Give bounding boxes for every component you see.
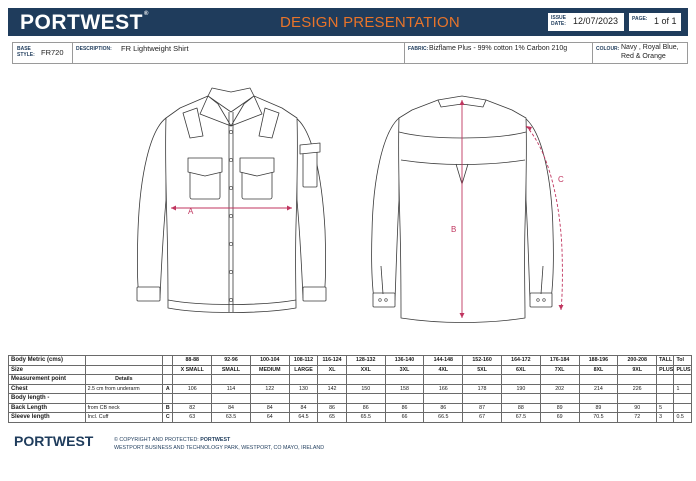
value-cell: 142 bbox=[318, 384, 347, 394]
size-cell: 6XL bbox=[501, 365, 540, 375]
base-style-cell bbox=[13, 43, 73, 63]
metric-cell: 116-124 bbox=[318, 356, 347, 366]
technical-drawings bbox=[0, 70, 696, 350]
colour-label: COLOUR: bbox=[596, 46, 620, 52]
value-cell: 89 bbox=[540, 403, 579, 413]
metric-cell: 128-132 bbox=[346, 356, 385, 366]
value-cell: 86 bbox=[318, 403, 347, 413]
footer-brand-logo: PORTWEST bbox=[14, 433, 94, 449]
description-cell bbox=[73, 43, 405, 63]
value-cell bbox=[674, 403, 692, 413]
metric-cell: 188-196 bbox=[579, 356, 618, 366]
row-detail: Incl. Cuff bbox=[85, 413, 163, 423]
value-cell: 150 bbox=[346, 384, 385, 394]
value-cell: 114 bbox=[212, 384, 251, 394]
size-cell: X SMALL bbox=[173, 365, 212, 375]
value-cell: 65 bbox=[318, 413, 347, 423]
value-cell: 67 bbox=[463, 413, 502, 423]
style-info-strip bbox=[12, 42, 688, 64]
metric-cell: 144-148 bbox=[424, 356, 463, 366]
metric-cell: 92-96 bbox=[212, 356, 251, 366]
row-name: Chest bbox=[9, 384, 86, 394]
metric-cell: 200-208 bbox=[618, 356, 657, 366]
value-cell: 65.5 bbox=[346, 413, 385, 423]
description-value: FR Lightweight Shirt bbox=[121, 44, 189, 53]
colour-value-line1: Navy , Royal Blue, bbox=[621, 44, 679, 51]
header-bar bbox=[8, 8, 688, 36]
metric-cell: 164-172 bbox=[501, 356, 540, 366]
size-cell: MEDIUM bbox=[250, 365, 289, 375]
issue-date-label: ISSUE DATE: bbox=[551, 15, 567, 27]
page-box bbox=[629, 13, 681, 31]
details-label: Details bbox=[85, 375, 163, 385]
fabric-value: Bizflame Plus - 99% cotton 1% Carbon 210g bbox=[429, 45, 568, 52]
row-code: B bbox=[163, 403, 173, 413]
back-view-drawing bbox=[372, 96, 554, 323]
size-cell: 4XL bbox=[424, 365, 463, 375]
value-cell: 90 bbox=[618, 403, 657, 413]
value-cell: 190 bbox=[501, 384, 540, 394]
row-name: Sleeve length bbox=[9, 413, 86, 423]
base-style-label: BASE STYLE: bbox=[17, 46, 35, 58]
table-row bbox=[9, 403, 692, 413]
fabric-cell bbox=[405, 43, 593, 63]
value-cell bbox=[657, 384, 674, 394]
value-cell: 84 bbox=[212, 403, 251, 413]
size-cell: SMALL bbox=[212, 365, 251, 375]
value-cell: 1 bbox=[674, 384, 692, 394]
brand-logo: PORTWEST® bbox=[20, 11, 149, 34]
page-value: 1 of 1 bbox=[654, 16, 677, 26]
table-row bbox=[9, 413, 692, 423]
value-cell: 84 bbox=[289, 403, 318, 413]
copyright-prefix: © COPYRIGHT AND PROTECTED: bbox=[114, 437, 201, 443]
label-c: C bbox=[558, 175, 564, 184]
value-cell: 178 bbox=[463, 384, 502, 394]
metric-cell: Tol bbox=[674, 356, 692, 366]
table-row bbox=[9, 384, 692, 394]
colour-cell bbox=[593, 43, 687, 63]
value-cell: 89 bbox=[579, 403, 618, 413]
value-cell: 63 bbox=[173, 413, 212, 423]
value-cell: 70.5 bbox=[579, 413, 618, 423]
table-row bbox=[9, 356, 692, 366]
value-cell: 66.5 bbox=[424, 413, 463, 423]
value-cell: 158 bbox=[385, 384, 424, 394]
issue-date-value: 12/07/2023 bbox=[573, 16, 619, 26]
row-code: A bbox=[163, 384, 173, 394]
metric-cell: 108-112 bbox=[289, 356, 318, 366]
value-cell: 86 bbox=[424, 403, 463, 413]
row-name-line2: Back Length bbox=[9, 403, 86, 413]
value-cell: 106 bbox=[173, 384, 212, 394]
size-cell: 3XL bbox=[385, 365, 424, 375]
value-cell: 63.5 bbox=[212, 413, 251, 423]
metric-cell: 136-140 bbox=[385, 356, 424, 366]
fabric-label: FABRIC: bbox=[408, 46, 429, 52]
size-cell: PLUS bbox=[657, 365, 674, 375]
value-cell: 69 bbox=[540, 413, 579, 423]
label-b: B bbox=[451, 225, 457, 234]
value-cell: 82 bbox=[173, 403, 212, 413]
value-cell: 86 bbox=[385, 403, 424, 413]
footer-copyright bbox=[114, 436, 324, 452]
measurement-point-label: Measurement point bbox=[9, 375, 86, 385]
size-cell: 9XL bbox=[618, 365, 657, 375]
footer-address: WESTPORT BUSINESS AND TECHNOLOGY PARK, WESTPORT, CO MAYO, IRELAND bbox=[114, 445, 325, 451]
size-chart-table bbox=[8, 355, 692, 423]
value-cell: 122 bbox=[250, 384, 289, 394]
value-cell: 86 bbox=[346, 403, 385, 413]
value-cell: 0.5 bbox=[674, 413, 692, 423]
value-cell: 166 bbox=[424, 384, 463, 394]
size-cell: 7XL bbox=[540, 365, 579, 375]
row-code: C bbox=[163, 413, 173, 423]
table-row bbox=[9, 394, 692, 404]
row-detail: 2.5 cm from underarm bbox=[85, 384, 163, 394]
body-metric-label: Body Metric (cms) bbox=[9, 356, 86, 366]
base-style-value: FR720 bbox=[41, 48, 64, 57]
metric-cell: TALL bbox=[657, 356, 674, 366]
description-label: DESCRIPTION: bbox=[76, 46, 112, 52]
table-row bbox=[9, 375, 692, 385]
value-cell: 5 bbox=[657, 403, 674, 413]
metric-cell: 100-104 bbox=[250, 356, 289, 366]
document-title: DESIGN PRESENTATION bbox=[280, 14, 460, 31]
value-cell: 226 bbox=[618, 384, 657, 394]
size-label: Size bbox=[9, 365, 86, 375]
value-cell: 3 bbox=[657, 413, 674, 423]
size-cell: XXL bbox=[346, 365, 385, 375]
value-cell: 202 bbox=[540, 384, 579, 394]
value-cell: 130 bbox=[289, 384, 318, 394]
metric-cell: 88-88 bbox=[173, 356, 212, 366]
value-cell: 67.5 bbox=[501, 413, 540, 423]
value-cell: 64 bbox=[250, 413, 289, 423]
value-cell: 72 bbox=[618, 413, 657, 423]
value-cell: 66 bbox=[385, 413, 424, 423]
size-cell: 5XL bbox=[463, 365, 502, 375]
copyright-owner: PORTWEST bbox=[200, 437, 231, 443]
row-name-line1: Body length - bbox=[9, 394, 86, 404]
metric-cell: 152-160 bbox=[463, 356, 502, 366]
metric-cell: 176-184 bbox=[540, 356, 579, 366]
value-cell: 88 bbox=[501, 403, 540, 413]
colour-value-line2: Red & Orange bbox=[621, 53, 666, 60]
value-cell: 87 bbox=[463, 403, 502, 413]
page-label: PAGE: bbox=[632, 16, 648, 22]
size-cell: XL bbox=[318, 365, 347, 375]
value-cell: 64.5 bbox=[289, 413, 318, 423]
front-view-drawing bbox=[137, 88, 326, 313]
size-cell: 8XL bbox=[579, 365, 618, 375]
label-a: A bbox=[188, 207, 194, 216]
value-cell: 84 bbox=[250, 403, 289, 413]
size-cell: PLUS bbox=[674, 365, 692, 375]
row-detail: from CB neck bbox=[85, 403, 163, 413]
table-row bbox=[9, 365, 692, 375]
size-cell: LARGE bbox=[289, 365, 318, 375]
issue-date-box bbox=[548, 13, 624, 31]
value-cell: 214 bbox=[579, 384, 618, 394]
